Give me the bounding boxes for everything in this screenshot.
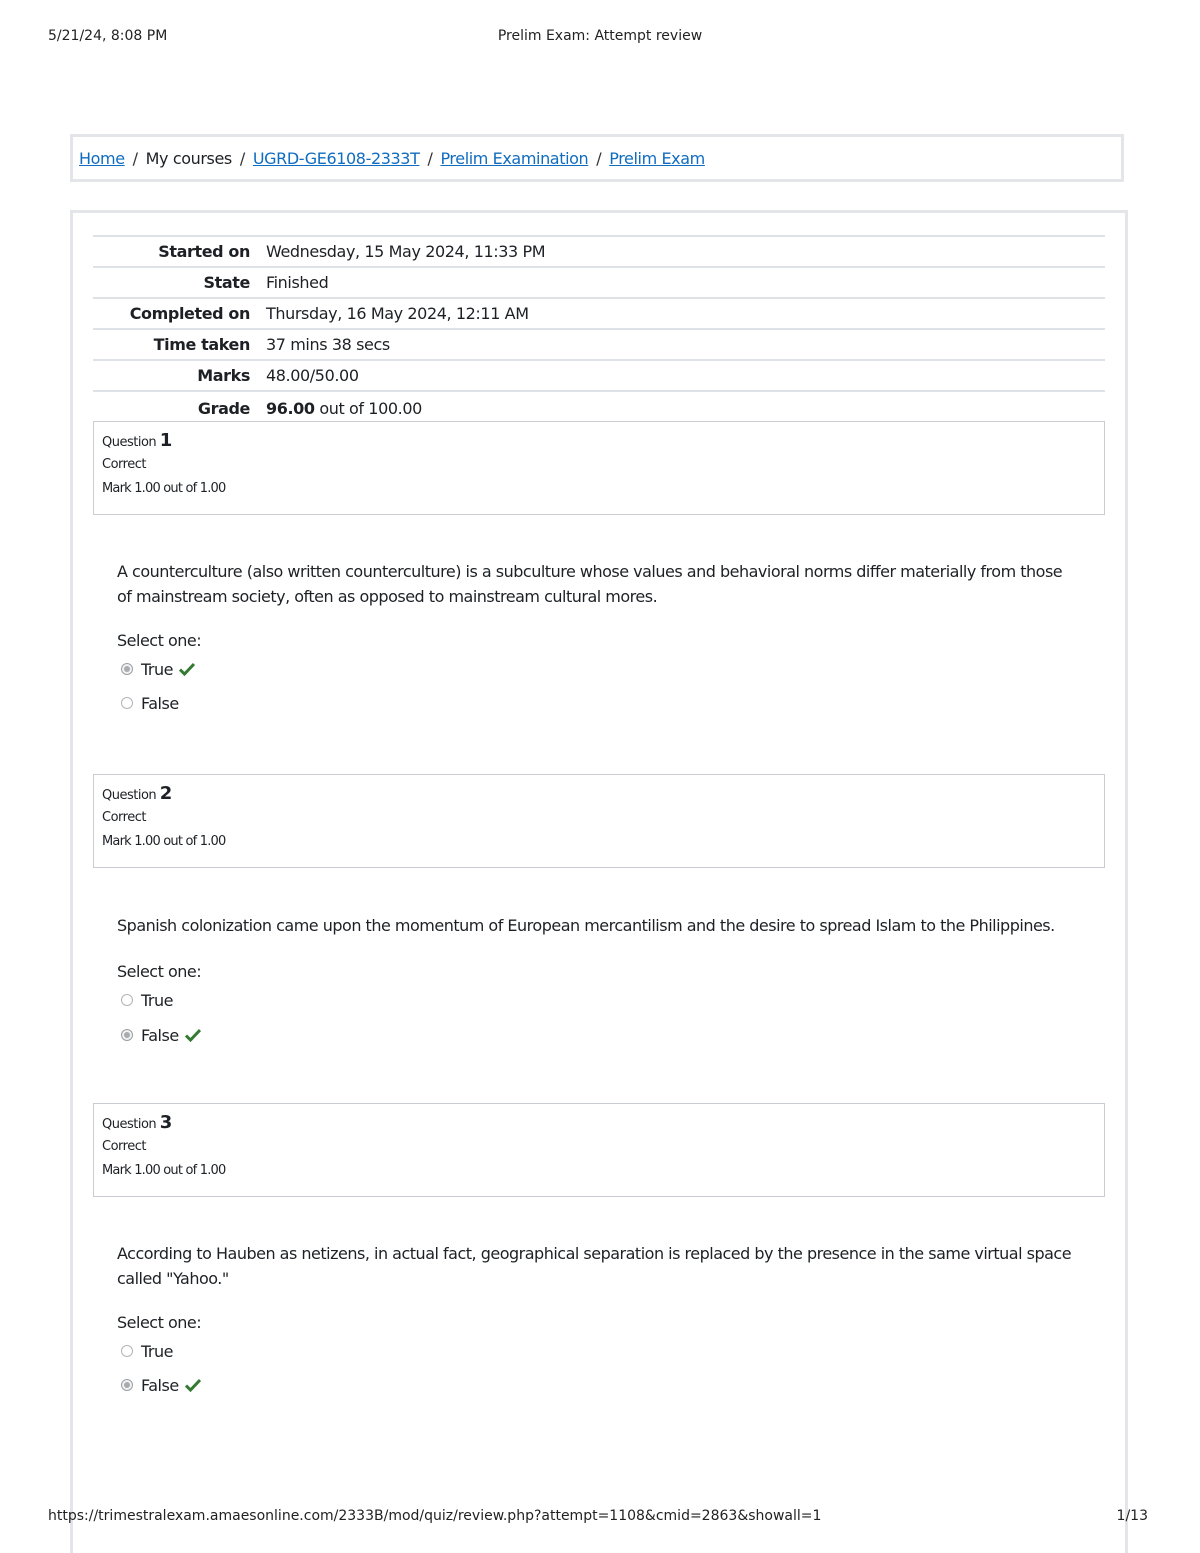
question-state: Correct [102, 457, 146, 472]
print-datetime: 5/21/24, 8:08 PM [48, 28, 168, 44]
summary-row-marks [93, 360, 1105, 391]
question-number-value: 2 [159, 783, 172, 804]
question-text: A counterculture (also written counterculture) is a subculture whose values and behavioral norms differ materially from those of mainstream society, often as opposed to mainstream cultural mores. [117, 562, 1063, 606]
question-number [102, 430, 1104, 451]
question-number [102, 1112, 1104, 1133]
select-one-prompt: Select one: [117, 631, 202, 650]
question-content [117, 559, 1077, 720]
summary-value: Wednesday, 15 May 2024, 11:33 PM [266, 242, 546, 261]
question-number-value: 1 [159, 430, 172, 451]
attempt-summary-table [93, 235, 1105, 423]
question-content [117, 913, 1077, 1053]
question-text: According to Hauben as netizens, in actual fact, geographical separation is replaced by the presence in the same virtual space called "Yahoo." [117, 1244, 1072, 1288]
question-info-box [93, 421, 1105, 515]
answer-label: False [141, 693, 179, 713]
answer-option-false[interactable] [117, 686, 1077, 720]
summary-value: Thursday, 16 May 2024, 12:11 AM [266, 304, 529, 323]
summary-value: 48.00/50.00 [266, 366, 359, 385]
check-icon [179, 662, 195, 676]
answer-label: True [141, 1341, 173, 1361]
select-one-prompt: Select one: [117, 1313, 202, 1332]
summary-row-completed [93, 298, 1105, 329]
breadcrumb-separator: / [427, 148, 433, 168]
question-number [102, 783, 1104, 804]
summary-row-started [93, 236, 1105, 267]
answer-label: False [141, 1025, 179, 1045]
print-header [0, 28, 1200, 48]
answer-option-true[interactable] [117, 1334, 1077, 1368]
question-info-box [93, 774, 1105, 868]
breadcrumb-course-link[interactable]: UGRD-GE6108-2333T [252, 148, 420, 168]
radio-button[interactable] [121, 994, 133, 1006]
answer-option-true[interactable] [117, 983, 1077, 1017]
question-mark: Mark 1.00 out of 1.00 [102, 481, 226, 496]
question-label: Question [102, 788, 157, 803]
radio-button-selected[interactable] [121, 1379, 133, 1391]
answer-option-true[interactable] [117, 652, 1077, 686]
question-number-value: 3 [159, 1112, 172, 1133]
radio-button[interactable] [121, 1345, 133, 1357]
question-state: Correct [102, 810, 146, 825]
grade-out-of: out of 100.00 [319, 399, 422, 418]
question-mark: Mark 1.00 out of 1.00 [102, 1163, 226, 1178]
question-text: Spanish colonization came upon the momentum of European mercantilism and the desire to spread Islam to the Philippines. [117, 916, 1055, 935]
breadcrumb-home-link[interactable]: Home [79, 148, 125, 168]
answer-label: True [141, 990, 173, 1010]
question-label: Question [102, 1117, 157, 1132]
summary-label: State [203, 273, 250, 292]
print-page-number: 1/13 [1116, 1508, 1148, 1524]
radio-button-selected[interactable] [121, 1029, 133, 1041]
breadcrumb-my-courses: My courses [145, 148, 232, 168]
check-icon [185, 1028, 201, 1042]
question-content [117, 1241, 1077, 1402]
summary-label: Marks [197, 366, 250, 385]
print-url: https://trimestralexam.amaesonline.com/2333B/mod/quiz/review.php?attempt=1108&cmid=2863&showall=1 [48, 1508, 822, 1524]
answer-option-false[interactable] [117, 1017, 1077, 1053]
question-mark: Mark 1.00 out of 1.00 [102, 834, 226, 849]
print-page-title: Prelim Exam: Attempt review [497, 28, 703, 44]
summary-value: 37 mins 38 secs [266, 335, 390, 354]
summary-row-state [93, 267, 1105, 298]
breadcrumb-separator: / [132, 148, 138, 168]
summary-label: Completed on [129, 304, 250, 323]
summary-row-grade [93, 391, 1105, 423]
breadcrumb-separator: / [239, 148, 245, 168]
answer-option-false[interactable] [117, 1368, 1077, 1402]
radio-button-selected[interactable] [121, 663, 133, 675]
attempt-review-region [70, 210, 1128, 1553]
print-footer [0, 1508, 1200, 1528]
summary-label: Time taken [153, 335, 250, 354]
breadcrumb-section-link[interactable]: Prelim Examination [440, 148, 589, 168]
question-info-box [93, 1103, 1105, 1197]
breadcrumb-quiz-link[interactable]: Prelim Exam [609, 148, 705, 168]
summary-label: Grade [197, 399, 250, 418]
summary-value: Finished [266, 273, 329, 292]
breadcrumb [70, 134, 1124, 182]
radio-button[interactable] [121, 697, 133, 709]
grade-score: 96.00 [266, 399, 315, 418]
check-icon [185, 1378, 201, 1392]
question-label: Question [102, 435, 157, 450]
summary-label: Started on [158, 242, 250, 261]
summary-value [266, 391, 1105, 423]
summary-row-time-taken [93, 329, 1105, 360]
answer-label: False [141, 1375, 179, 1395]
breadcrumb-separator: / [596, 148, 602, 168]
select-one-prompt: Select one: [117, 962, 202, 981]
question-state: Correct [102, 1139, 146, 1154]
answer-label: True [141, 659, 173, 679]
